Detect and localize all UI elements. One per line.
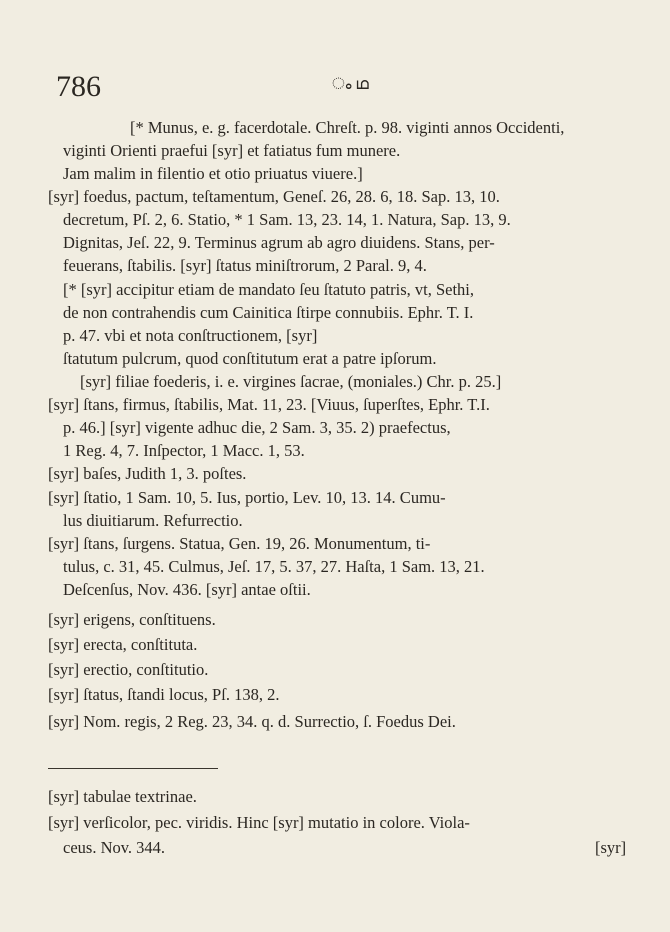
- text-line: Dignitas, Jeſ. 22, 9. Terminus agrum ab agro diuidens. Stans, per-: [63, 233, 495, 252]
- text-line: [syr] erecta, conſtituta.: [48, 635, 198, 654]
- text-line: 1 Reg. 4, 7. Inſpector, 1 Macc. 1, 53.: [63, 441, 305, 460]
- text-line: p. 46.] [syr] vigente adhuc die, 2 Sam. 3, 35. 2) praefectus,: [63, 418, 451, 437]
- text-line: [syr]: [595, 838, 627, 857]
- text-line: [syr] tabulae textrinae.: [48, 787, 197, 806]
- header-mark: ം ഥ: [332, 76, 369, 93]
- text-line: [syr] erigens, conſtituens.: [48, 610, 216, 629]
- text-line: [syr] verſicolor, pec. viridis. Hinc [syr] mutatio in colore. Viola-: [48, 813, 470, 832]
- section-separator: [48, 768, 218, 769]
- text-line: decretum, Pſ. 2, 6. Statio, * 1 Sam. 13, 23. 14, 1. Natura, Sap. 13, 9.: [63, 210, 511, 229]
- text-line: ſtatutum pulcrum, quod conſtitutum erat a patre ipſorum.: [63, 349, 437, 368]
- text-line: Deſcenſus, Nov. 436. [syr] antae oſtii.: [63, 580, 311, 599]
- text-line: Jam malim in filentio et otio priuatus viuere.]: [63, 164, 363, 183]
- text-line: [syr] ſtans, ſurgens. Statua, Gen. 19, 26. Monumentum, ti-: [48, 534, 431, 553]
- text-line: [syr] ſtatus, ſtandi locus, Pſ. 138, 2.: [48, 685, 280, 704]
- text-line: [syr] Nom. regis, 2 Reg. 23, 34. q. d. Surrectio, ſ. Foedus Dei.: [48, 712, 456, 731]
- text-line: lus diuitiarum. Refurrectio.: [63, 511, 243, 530]
- page-number: 786: [56, 70, 101, 103]
- text-line: [syr] foedus, pactum, teſtamentum, Geneſ. 26, 28. 6, 18. Sap. 13, 10.: [48, 187, 500, 206]
- text-line: [* Munus, e. g. facerdotale. Chreſt. p. 98. viginti annos Occidenti,: [130, 118, 565, 137]
- text-line: tulus, c. 31, 45. Culmus, Jeſ. 17, 5. 37, 27. Haſta, 1 Sam. 13, 21.: [63, 557, 485, 576]
- text-line: de non contrahendis cum Cainitica ſtirpe connubiis. Ephr. T. I.: [63, 303, 474, 322]
- text-line: [syr] ſtans, firmus, ſtabilis, Mat. 11, 23. [Viuus, ſuperſtes, Ephr. T.I.: [48, 395, 490, 414]
- text-line: [syr] erectio, conſtitutio.: [48, 660, 209, 679]
- text-line: feuerans, ſtabilis. [syr] ſtatus miniſtrorum, 2 Paral. 9, 4.: [63, 256, 427, 275]
- text-line: ceus. Nov. 344.: [63, 838, 166, 857]
- text-line: [syr] baſes, Judith 1, 3. poſtes.: [48, 464, 247, 483]
- text-line: [syr] ſtatio, 1 Sam. 10, 5. Ius, portio, Lev. 10, 13. 14. Cumu-: [48, 488, 446, 507]
- text-line: viginti Orienti praefui [syr] et fatiatus fum munere.: [63, 141, 401, 160]
- text-line: [syr] filiae foederis, i. e. virgines ſacrae, (moniales.) Chr. p. 25.]: [80, 372, 502, 391]
- text-line: [* [syr] accipitur etiam de mandato ſeu ſtatuto patris, vt, Sethi,: [63, 280, 475, 299]
- text-line: p. 47. vbi et nota conſtructionem, [syr]: [63, 326, 318, 345]
